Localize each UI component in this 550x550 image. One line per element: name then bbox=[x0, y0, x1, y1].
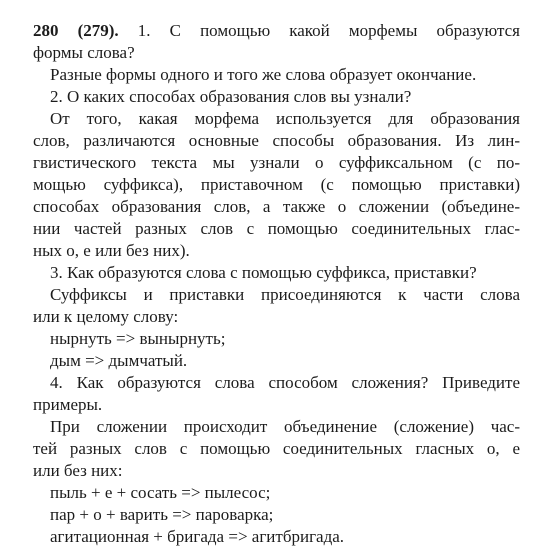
question-1-continuation: формы слова? bbox=[33, 43, 135, 62]
answer-3-line: Суффиксы и приставки присоединяются к части слова bbox=[50, 285, 520, 304]
question-4-line: 4. Как образуются слова способом сложения? Приведите bbox=[50, 373, 520, 392]
answer-4-line: При сложении происходит объединение (сложение) час- bbox=[50, 417, 520, 436]
answer-2-line: гвистического текста мы узнали о суффиксальном (с по- bbox=[33, 153, 520, 172]
question-2: 2. О каких способах образования слов вы узнали? bbox=[50, 87, 412, 106]
example-line: пыль + е + сосать => пылесос; bbox=[50, 483, 271, 502]
example-line: пар + о + варить => пароварка; bbox=[50, 505, 274, 524]
answer-1: Разные формы одного и того же слова образует окончание. bbox=[50, 65, 477, 84]
question-3: 3. Как образуются слова с помощью суффикса, приставки? bbox=[50, 263, 477, 282]
example-line: агитационная + бригада => агитбригада. bbox=[50, 527, 345, 546]
example-line: нырнуть => вынырнуть; bbox=[50, 329, 226, 348]
answer-2-line: слов, различаются основные способы образования. Из лин- bbox=[33, 131, 520, 150]
exercise-number: 280 (279). bbox=[33, 21, 119, 40]
answer-2-line: способах образования слов, а также о сложении (объедине- bbox=[33, 197, 520, 216]
answer-4-line: тей разных слов с помощью соединительных гласных о, е bbox=[33, 439, 520, 458]
answer-4-line: или без них: bbox=[33, 461, 123, 480]
question-1: 1. С помощью какой морфемы образуются bbox=[137, 21, 521, 40]
answer-2-line: ных о, е или без них). bbox=[33, 241, 190, 260]
example-line: дым => дымчатый. bbox=[50, 351, 188, 370]
answer-3-line: или к целому слову: bbox=[33, 307, 179, 326]
answer-2-line: мощью суффикса), приставочном (с помощью приставки) bbox=[33, 175, 520, 194]
question-1-line bbox=[33, 20, 520, 42]
answer-2-line: нии частей разных слов с помощью соединительных глас- bbox=[33, 219, 520, 238]
question-4-line: примеры. bbox=[33, 395, 103, 414]
answer-2-line: От того, какая морфема используется для образования bbox=[50, 109, 520, 128]
